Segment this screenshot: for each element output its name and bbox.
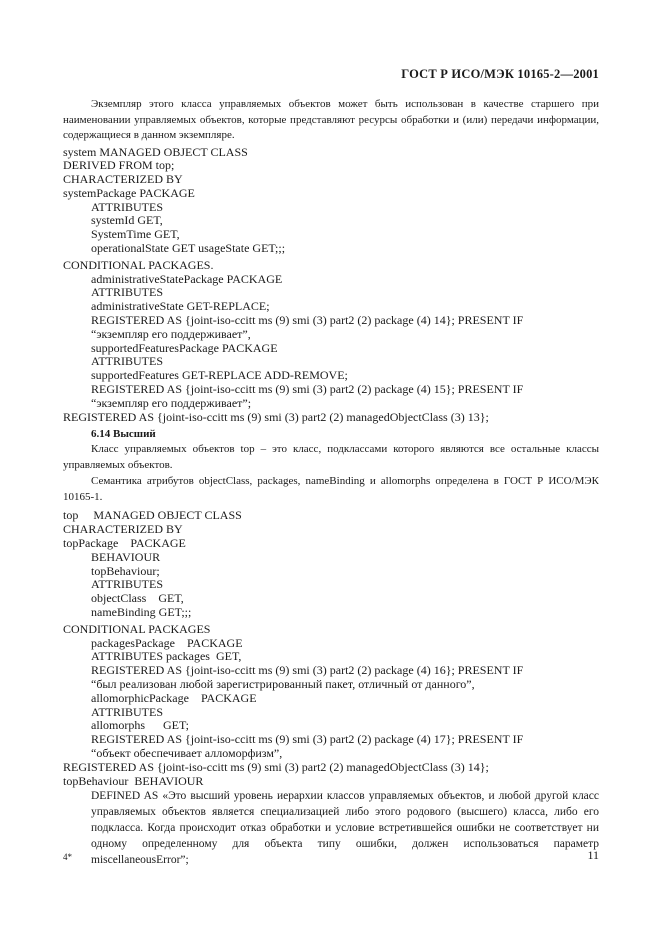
code-line: packagesPackage PACKAGE — [91, 635, 243, 650]
code-line: administrativeState GET-REPLACE; — [91, 299, 270, 314]
code-line: REGISTERED AS {joint-iso-ccitt ms (9) smi (3) part2 (2) package (4) 17}; PRESENT IF — [91, 732, 524, 747]
code-line: topBehaviour BEHAVIOUR — [63, 773, 204, 788]
page-number: 11 — [587, 848, 599, 862]
code-line: ATTRIBUTES — [91, 199, 163, 214]
code-line: CHARACTERIZED BY — [63, 522, 183, 537]
code-line: nameBinding GET;;; — [91, 605, 192, 620]
code-line: ATTRIBUTES — [91, 704, 163, 719]
code-line: topBehaviour; — [91, 563, 160, 578]
document-header: ГОСТ Р ИСО/МЭК 10165-2—2001 — [401, 67, 599, 81]
code-line: system MANAGED OBJECT CLASS — [63, 144, 248, 159]
code-line: ATTRIBUTES — [91, 577, 163, 592]
code-line: administrativeStatePackage PACKAGE — [91, 271, 283, 286]
code-line: ATTRIBUTES — [91, 285, 163, 300]
code-line: CHARACTERIZED BY — [63, 172, 183, 187]
code-line: systemPackage PACKAGE — [63, 185, 195, 200]
code-line: objectClass GET, — [91, 591, 184, 606]
code-line: ATTRIBUTES packages GET, — [91, 649, 242, 664]
code-line: allomorphicPackage PACKAGE — [91, 690, 257, 705]
footer-mark: 4* — [63, 852, 72, 862]
code-line: SystemTime GET, — [91, 227, 180, 242]
page-content — [63, 97, 599, 868]
behaviour-definition: DEFINED AS «Это высший уровень иерархии классов управляемых объектов, и любой другой класс управляемых объектов является специализацией либо этого родового (высшего) класса, либо его подкласса. Когда происходит отказ обработки и условие встретившейся ошибки не соответствует ни одному определенному для объекта типу ошибки, должен использоваться параметр miscellaneousError”; — [91, 790, 599, 867]
code-line: CONDITIONAL PACKAGES — [63, 621, 211, 636]
code-line: REGISTERED AS {joint-iso-ccitt ms (9) smi (3) part2 (2) package (4) 16}; PRESENT IF — [91, 663, 524, 678]
code-line: DERIVED FROM top; — [63, 158, 175, 173]
code-line: ATTRIBUTES — [91, 354, 163, 369]
system-class-definition — [63, 146, 599, 425]
code-line: REGISTERED AS {joint-iso-ccitt ms (9) smi (3) part2 (2) managedObjectClass (3) 13}; — [63, 409, 489, 424]
code-line: systemId GET, — [91, 213, 163, 228]
code-line: “объект обеспечивает алломорфизм”, — [91, 745, 283, 760]
code-line: supportedFeatures GET-REPLACE ADD-REMOVE; — [91, 368, 348, 383]
code-line: top MANAGED OBJECT CLASS — [63, 508, 242, 523]
code-line: REGISTERED AS {joint-iso-ccitt ms (9) smi (3) part2 (2) package (4) 14}; PRESENT IF — [91, 313, 524, 328]
code-line: topPackage PACKAGE — [63, 536, 186, 551]
section-paragraph: Семантика атрибутов objectClass, packages, nameBinding и allomorphs определена в ГОСТ Р ИСО/МЭК 10165-1. — [63, 475, 599, 503]
code-line: BEHAVIOUR — [91, 549, 161, 564]
intro-paragraph: Экземпляр этого класса управляемых объектов может быть использован в качестве старшего при наименовании управляемых объектов, которые представляют ресурсы обработки и (или) передачи информации, содержащиеся в данном экземпляре. — [63, 98, 599, 141]
code-line: “экземпляр его поддерживает”; — [91, 395, 252, 410]
code-line: CONDITIONAL PACKAGES. — [63, 257, 214, 272]
code-line: REGISTERED AS {joint-iso-ccitt ms (9) smi (3) part2 (2) managedObjectClass (3) 14}; — [63, 759, 489, 774]
code-line: allomorphs GET; — [91, 718, 189, 733]
section-paragraph: Класс управляемых объектов top – это класс, подклассами которого являются все остальные классы управляемых объектов. — [63, 443, 599, 471]
code-line: “был реализован любой зарегистрированный пакет, отличный от данного”, — [91, 677, 475, 691]
code-line: “экземпляр его поддерживает”, — [91, 326, 251, 341]
section-heading: 6.14 Высший — [91, 428, 156, 441]
code-line: operationalState GET usageState GET;;; — [91, 241, 286, 256]
top-class-definition — [63, 509, 599, 868]
code-line: REGISTERED AS {joint-iso-ccitt ms (9) smi (3) part2 (2) package (4) 15}; PRESENT IF — [91, 382, 524, 397]
code-line: supportedFeaturesPackage PACKAGE — [91, 340, 278, 355]
